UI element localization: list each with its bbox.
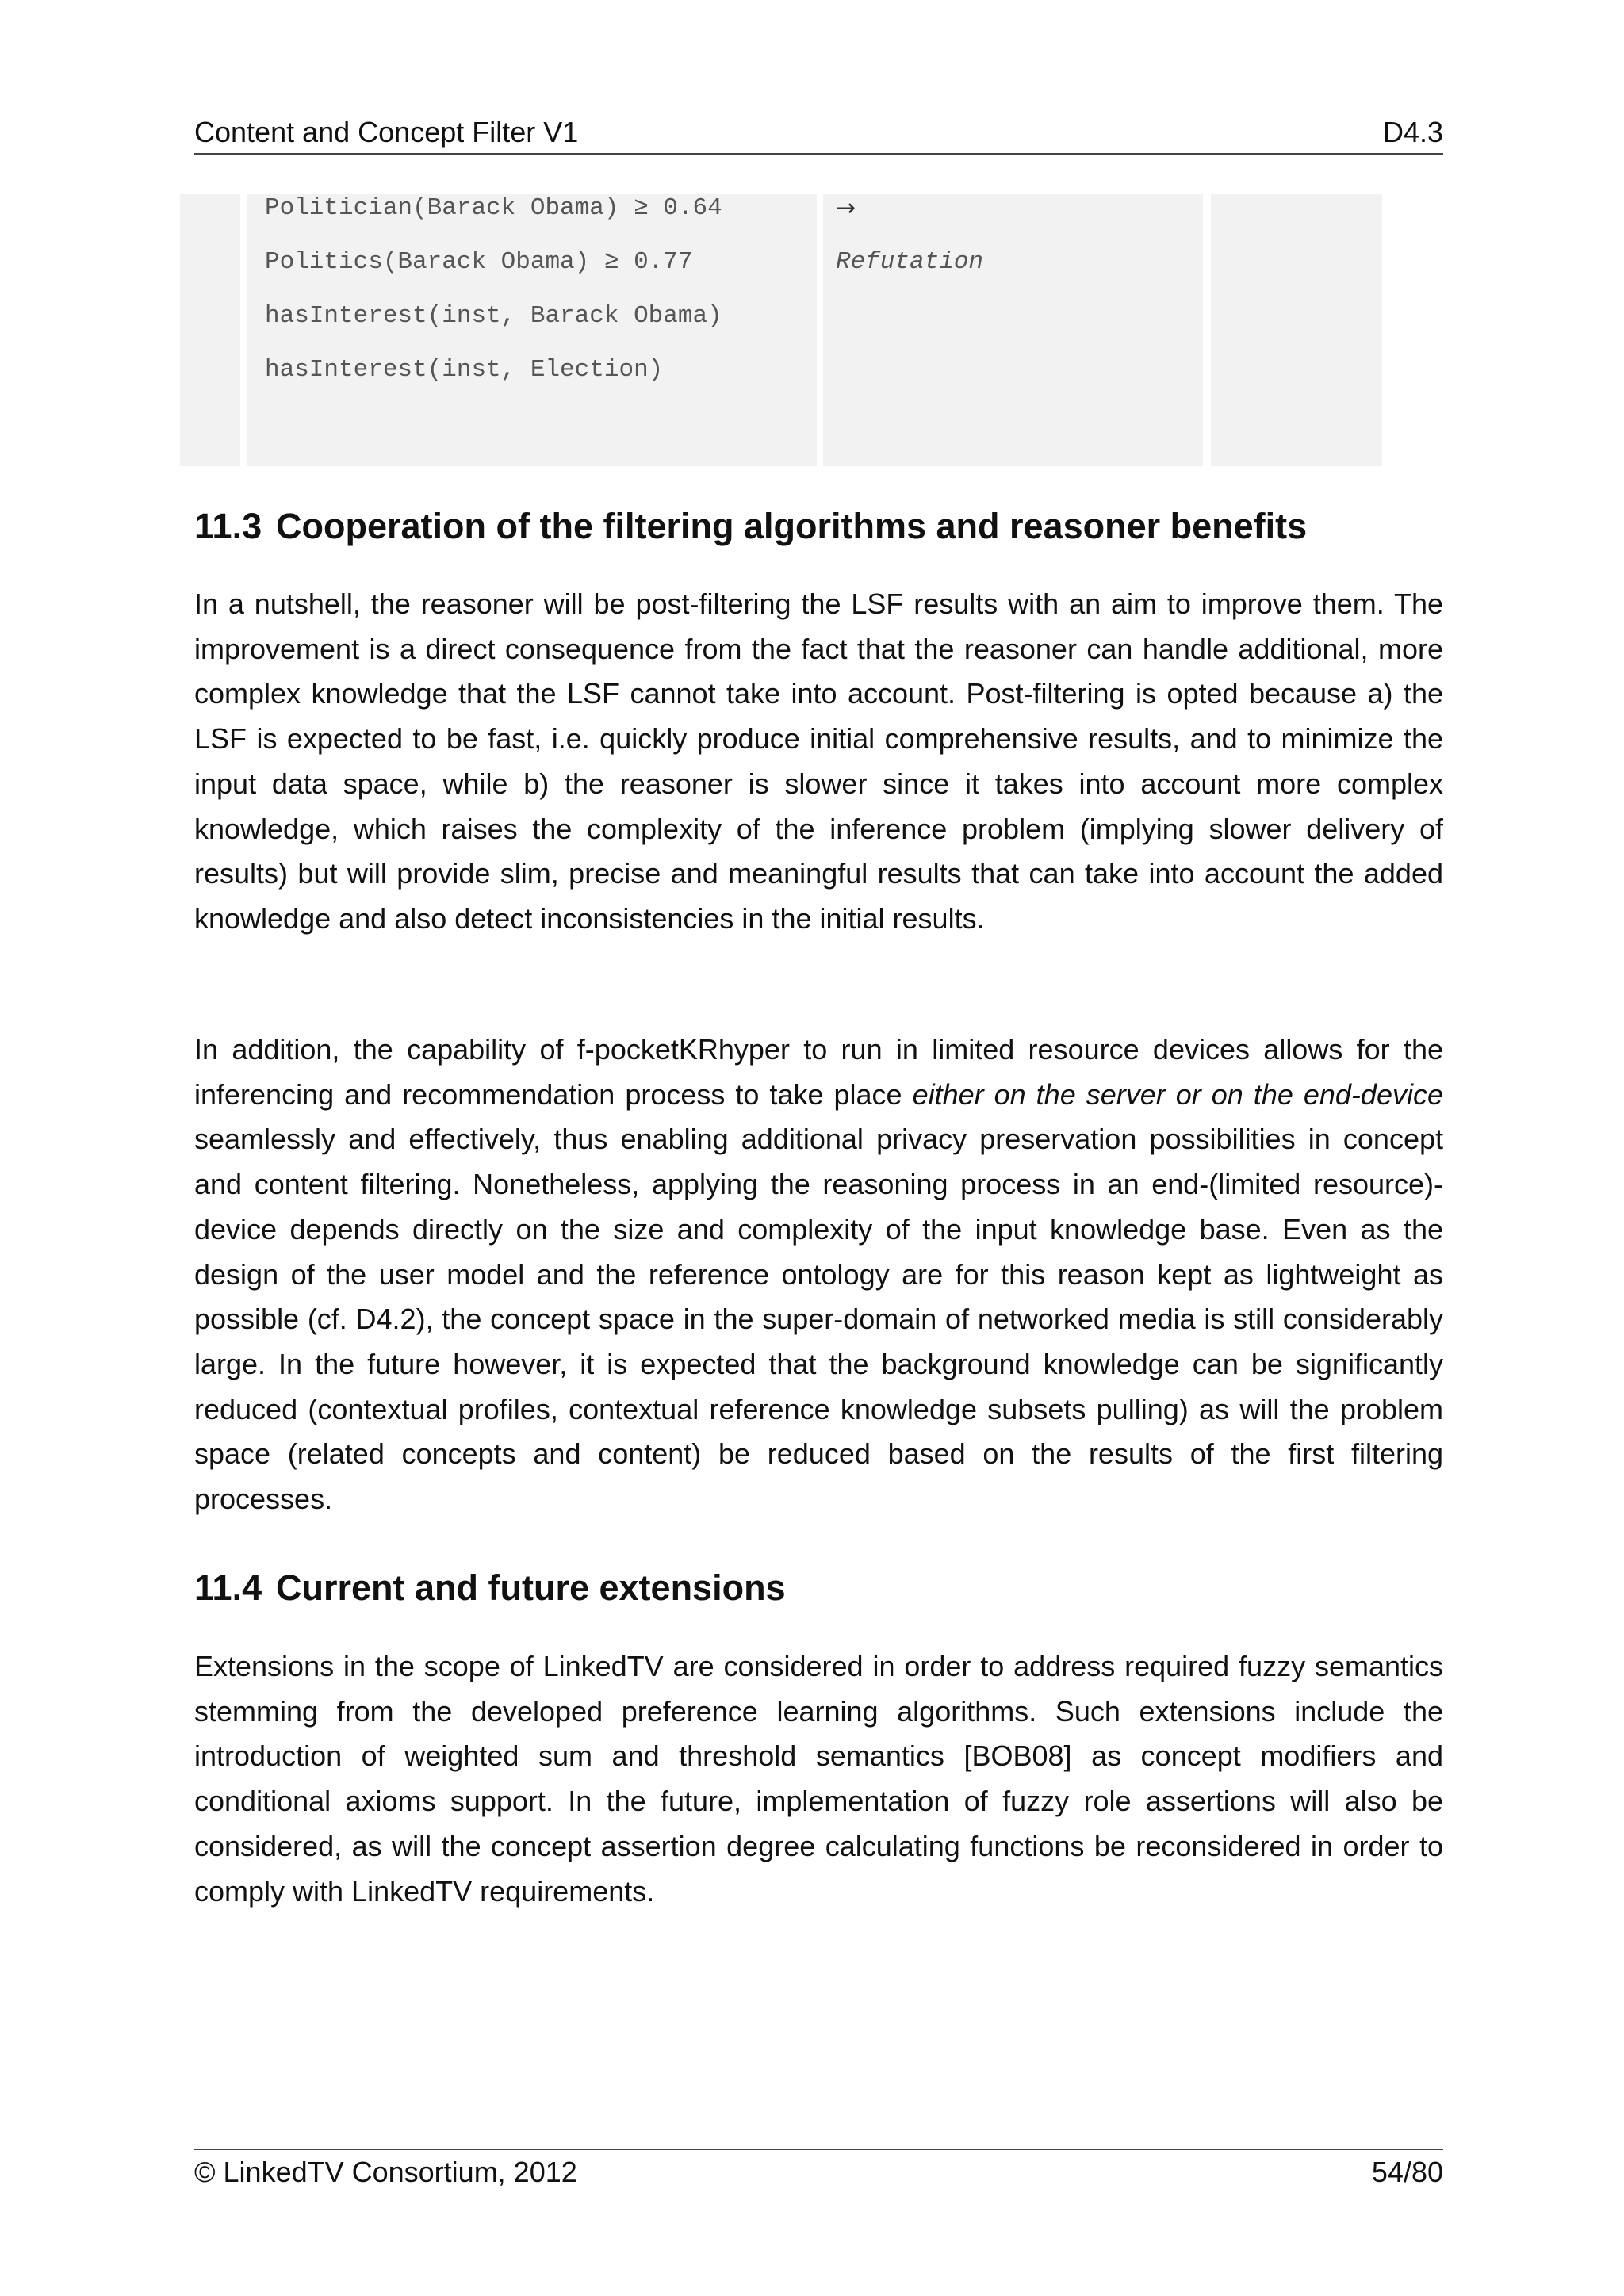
header-doc-id: D4.3 [1382,116,1443,148]
page-header [194,113,1443,155]
paragraph-limited-devices [194,1027,1443,1522]
paragraph-text: In addition, the capability of f-pocketKRhyper to run in limited resource devices allows for the inferencing and recommendation process to take place [194,1033,1443,1111]
header-title: Content and Concept Filter V1 [194,116,579,148]
section-title: Cooperation of the filtering algorithms and reasoner benefits [276,506,1308,546]
section-title: Current and future extensions [276,1567,786,1608]
section-number: 11.4 [194,1567,262,1608]
rule-table [180,194,1334,466]
paragraph-reasoner-postfilter: In a nutshell, the reasoner will be post-filtering the LSF results with an aim to improve them. The improvement is a direct consequence from the fact that the reasoner can handle additional, more complex knowledge that the LSF cannot take into account. Post-filtering is opted because a) the LSF is expected to be fast, i.e. quickly produce initial comprehensive results, and to minimize the input data space, while b) the reasoner is slower since it takes into account more complex knowledge, which raises the complexity of the inference problem (implying slower delivery of results) but will provide slim, precise and meaningful results that can take into account the added knowledge and also detect inconsistencies in the initial results. [194,587,1443,935]
footer-copyright: © LinkedTV Consortium, 2012 [194,2156,577,2188]
paragraph-emphasis: either on the server or on the end-device [912,1077,1443,1111]
logic-line: Politician(Barack Obama) ≥ 0.64 [265,194,722,222]
paragraph-text: seamlessly and effectively, thus enabling additional privacy preservation possibilities in concept and content filtering. Nonetheless, applying the reasoning process in an end-(limited resource)-device depends directly on the size and complexity of the input knowledge base. Even as the design of the user model and the reference ontology are for this reason kept as lightweight as possible (cf. D4.2), the concept space in the super-domain of networked media is still considerably large. In the future however, it is expected that the background knowledge can be significantly reduced (contextual profiles, contextual reference knowledge subsets pulling) as will the problem space (related concepts and content) be reduced based on the results of the first filtering processes. [194,1123,1443,1516]
table-cell-index [180,194,240,466]
logic-line: hasInterest(inst, Election) [265,356,664,384]
arrow-icon: → [836,194,856,222]
table-cell-extra [1203,194,1342,466]
page-footer [194,2149,1443,2190]
section-number: 11.3 [194,506,262,546]
paragraph-extensions: Extensions in the scope of LinkedTV are considered in order to address required fuzzy semantics stemming from the developed preference learning algorithms. Such extensions include the introduction of weighted sum and threshold semantics [BOB08] as concept modifiers and conditional axioms support. In the future, implementation of fuzzy role assertions will also be considered, as will the concept assertion degree calculating functions be reconsidered in order to comply with LinkedTV requirements. [194,1650,1443,1908]
section-heading-11-4 [194,1566,786,1610]
section-heading-11-3 [194,504,1307,549]
logic-line: Politics(Barack Obama) ≥ 0.77 [265,248,693,276]
footer-page-number: 54/80 [1371,2156,1443,2188]
result-label: Refutation [836,248,984,276]
logic-line: hasInterest(inst, Barack Obama) [265,302,722,330]
